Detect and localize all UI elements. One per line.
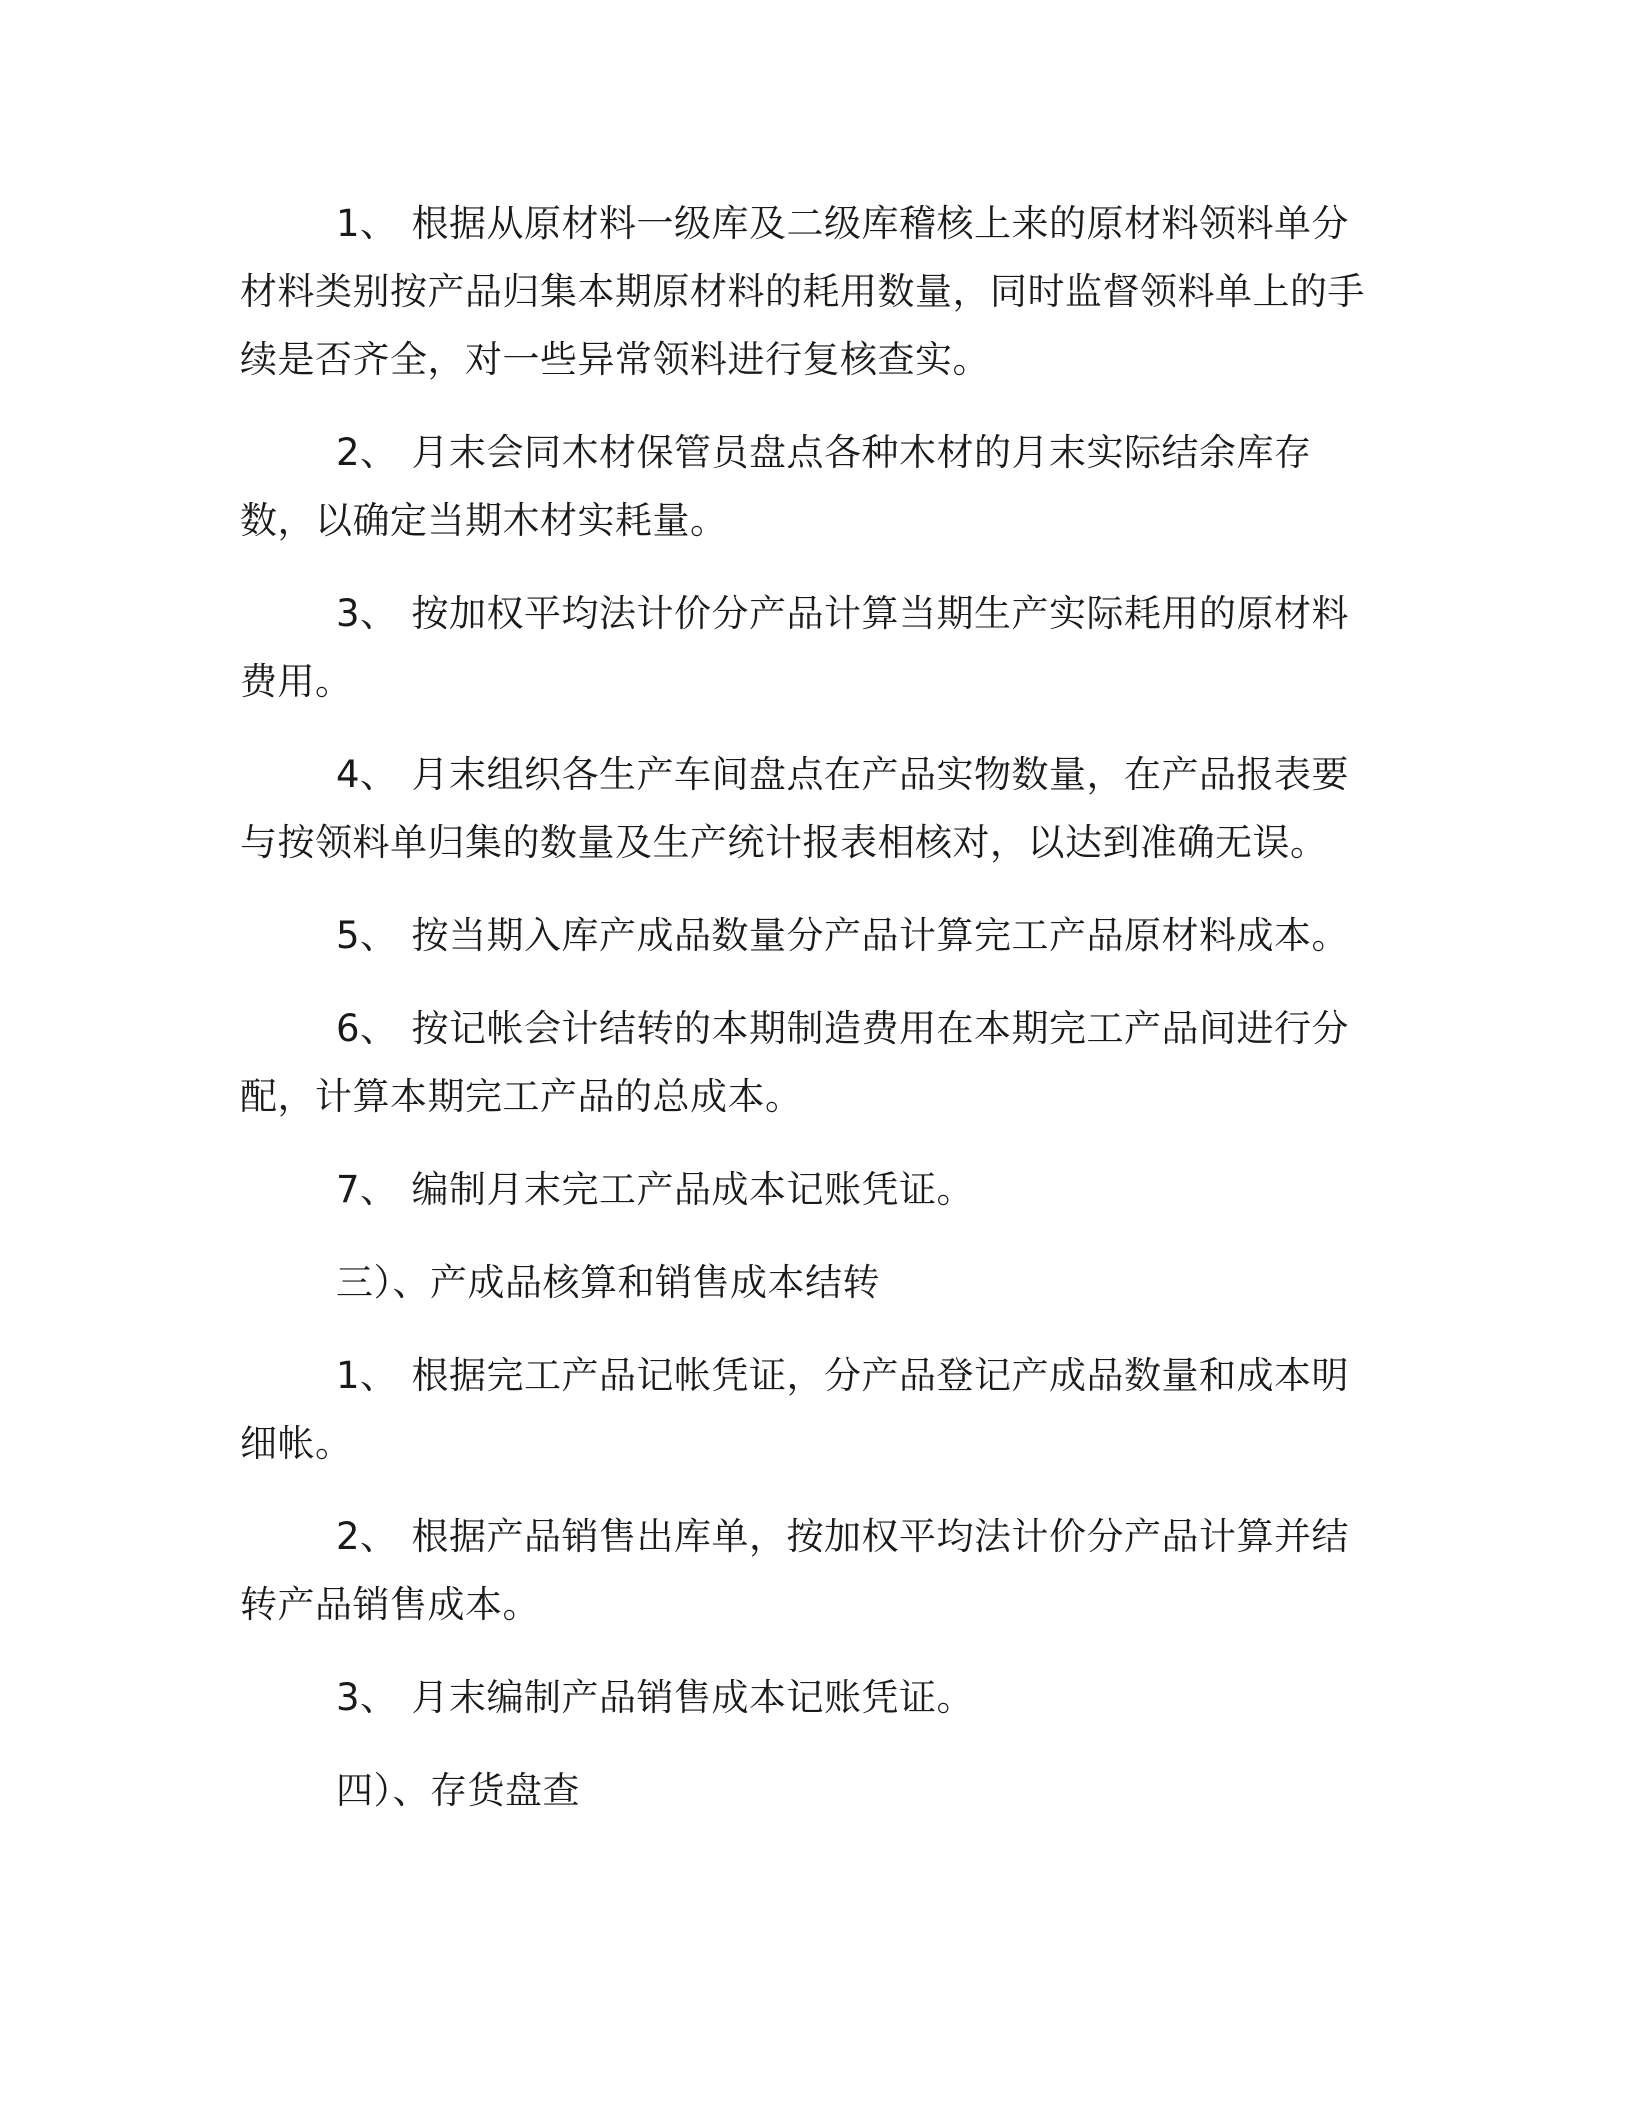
item-number: 2、 [336,1515,398,1558]
section-heading-3 [240,1249,1380,1317]
paragraph-6 [240,995,1380,1131]
section-heading-text: 三）、产成品核算和销售成本结转 [336,1261,880,1304]
paragraph-7 [240,1156,1380,1224]
paragraph-1 [240,190,1380,394]
section-heading-text: 四）、存货盘查 [336,1769,580,1812]
document-body [240,190,1380,1850]
paragraph-text: 根据完工产品记帐凭证，分产品登记产成品数量和成本明细帐。 [240,1354,1350,1465]
paragraph-2 [240,419,1380,555]
item-number: 5、 [336,914,398,957]
item-number: 3、 [336,1676,398,1719]
paragraph-text: 月末编制产品销售成本记账凭证。 [411,1676,975,1719]
paragraph-text: 月末会同木材保管员盘点各种木材的月末实际结余库存数，以确定当期木材实耗量。 [240,431,1312,542]
paragraph-text: 按加权平均法计价分产品计算当期生产实际耗用的原材料费用。 [240,592,1350,703]
item-number: 1、 [336,202,398,245]
item-number: 2、 [336,431,398,474]
item-number: 4、 [336,753,398,796]
paragraph-text: 按当期入库产成品数量分产品计算完工产品原材料成本。 [411,914,1350,957]
paragraph-3 [240,580,1380,716]
paragraph-text: 按记帐会计结转的本期制造费用在本期完工产品间进行分配，计算本期完工产品的总成本。 [240,1007,1350,1118]
paragraph-text: 编制月末完工产品成本记账凭证。 [411,1168,975,1211]
item-number: 7、 [336,1168,398,1211]
item-number: 3、 [336,592,398,635]
paragraph-8 [240,1342,1380,1478]
paragraph-text: 根据从原材料一级库及二级库稽核上来的原材料领料单分材料类别按产品归集本期原材料的耗用数量，同时监督领料单上的手续是否齐全，对一些异常领料进行复核查实。 [240,202,1365,381]
paragraph-4 [240,741,1380,877]
item-number: 6、 [336,1007,398,1050]
paragraph-5 [240,902,1380,970]
paragraph-10 [240,1664,1380,1732]
paragraph-text: 月末组织各生产车间盘点在产品实物数量，在产品报表要与按领料单归集的数量及生产统计报表相核对，以达到准确无误。 [240,753,1350,864]
paragraph-text: 根据产品销售出库单，按加权平均法计价分产品计算并结转产品销售成本。 [240,1515,1350,1626]
item-number: 1、 [336,1354,398,1397]
paragraph-9 [240,1503,1380,1639]
section-heading-4 [240,1757,1380,1825]
